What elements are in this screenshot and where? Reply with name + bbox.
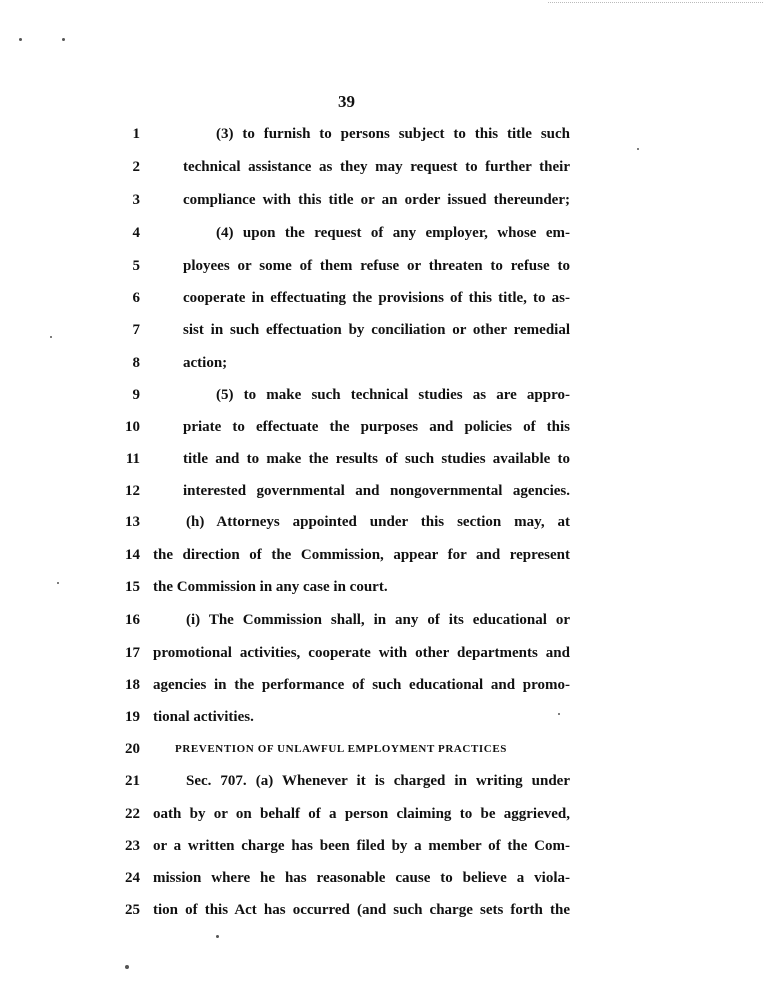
line-row (0, 254, 763, 278)
scan-speck (62, 38, 65, 41)
line-row (0, 318, 763, 342)
line-number: 7 (132, 322, 140, 338)
line-number: 11 (125, 451, 140, 467)
scan-speck (57, 582, 59, 584)
line-row (0, 673, 763, 697)
line-row (0, 122, 763, 146)
line-text: (4) upon the request of any employer, whose em- (216, 225, 570, 241)
line-text: tion of this Act has occurred (and such charge sets forth the (153, 902, 570, 918)
line-text: cooperate in effectuating the provisions of this title, to as- (183, 290, 570, 306)
line-text: compliance with this title or an order issued thereunder; (183, 192, 570, 208)
scan-speck (216, 935, 219, 938)
line-text: technical assistance as they may request to further their (183, 159, 570, 175)
line-row (0, 188, 763, 212)
line-text: priate to effectuate the purposes and policies of this (183, 419, 570, 435)
line-number: 1 (132, 126, 140, 142)
line-number: 13 (125, 514, 140, 530)
line-text: the direction of the Commission, appear for and represent (153, 547, 570, 563)
line-number: 25 (125, 902, 140, 918)
line-number: 3 (132, 192, 140, 208)
line-text: agencies in the performance of such educational and promo- (153, 677, 570, 693)
line-number: 20 (125, 741, 140, 757)
line-text: ployees or some of them refuse or threaten to refuse to (183, 258, 570, 274)
line-number: 22 (125, 806, 140, 822)
line-row (0, 802, 763, 826)
line-number: 4 (132, 225, 140, 241)
line-text: interested governmental and nongovernmental agencies. (183, 483, 570, 499)
line-number: 16 (125, 612, 140, 628)
line-number: 2 (132, 159, 140, 175)
line-row (0, 575, 763, 599)
line-row (0, 705, 763, 729)
line-text: (5) to make such technical studies as are appro- (216, 387, 570, 403)
line-text: (3) to furnish to persons subject to this title such (216, 126, 570, 142)
line-row (0, 543, 763, 567)
line-text: promotional activities, cooperate with other departments and (153, 645, 570, 661)
line-text: or a written charge has been filed by a member of the Com- (153, 838, 570, 854)
line-text: Sec. 707. (a) Whenever it is charged in writing under (186, 773, 570, 789)
line-number: 18 (125, 677, 140, 693)
line-row (0, 383, 763, 407)
line-row (0, 898, 763, 922)
line-row (0, 351, 763, 375)
line-number: 19 (125, 709, 140, 725)
scan-speck (125, 965, 129, 969)
scan-speck (637, 148, 639, 150)
line-number: 6 (132, 290, 140, 306)
scan-speck (558, 713, 560, 715)
scan-speck (19, 38, 22, 41)
line-row (0, 866, 763, 890)
line-row (0, 737, 763, 761)
scan-speck (50, 336, 52, 338)
line-number: 17 (125, 645, 140, 661)
line-row (0, 834, 763, 858)
line-row (0, 221, 763, 245)
line-row (0, 447, 763, 471)
page-number: 39 (338, 92, 355, 111)
line-number: 8 (132, 355, 140, 371)
line-number: 24 (125, 870, 140, 886)
line-number: 10 (125, 419, 140, 435)
line-text: the Commission in any case in court. (153, 579, 388, 595)
section-heading: PREVENTION OF UNLAWFUL EMPLOYMENT PRACTICES (175, 743, 507, 755)
line-text: oath by or on behalf of a person claiming to be aggrieved, (153, 806, 570, 822)
line-number: 21 (125, 773, 140, 789)
line-text: action; (183, 355, 228, 371)
line-number: 12 (125, 483, 140, 499)
line-row (0, 415, 763, 439)
line-number: 23 (125, 838, 140, 854)
line-text: title and to make the results of such studies available to (183, 451, 570, 467)
line-text: mission where he has reasonable cause to believe a viola- (153, 870, 570, 886)
line-row (0, 641, 763, 665)
line-text: sist in such effectuation by conciliation or other remedial (183, 322, 570, 338)
line-row (0, 286, 763, 310)
line-text: (i) The Commission shall, in any of its educational or (186, 612, 570, 628)
line-text: (h) Attorneys appointed under this section may, at (186, 514, 570, 530)
line-number: 15 (125, 579, 140, 595)
line-row (0, 608, 763, 632)
line-row (0, 155, 763, 179)
line-number: 5 (132, 258, 140, 274)
line-number: 9 (132, 387, 140, 403)
line-number: 14 (125, 547, 140, 563)
line-row (0, 510, 763, 534)
line-row (0, 479, 763, 503)
top-edge-dots (548, 2, 763, 3)
line-text: tional activities. (153, 709, 254, 725)
line-row (0, 769, 763, 793)
